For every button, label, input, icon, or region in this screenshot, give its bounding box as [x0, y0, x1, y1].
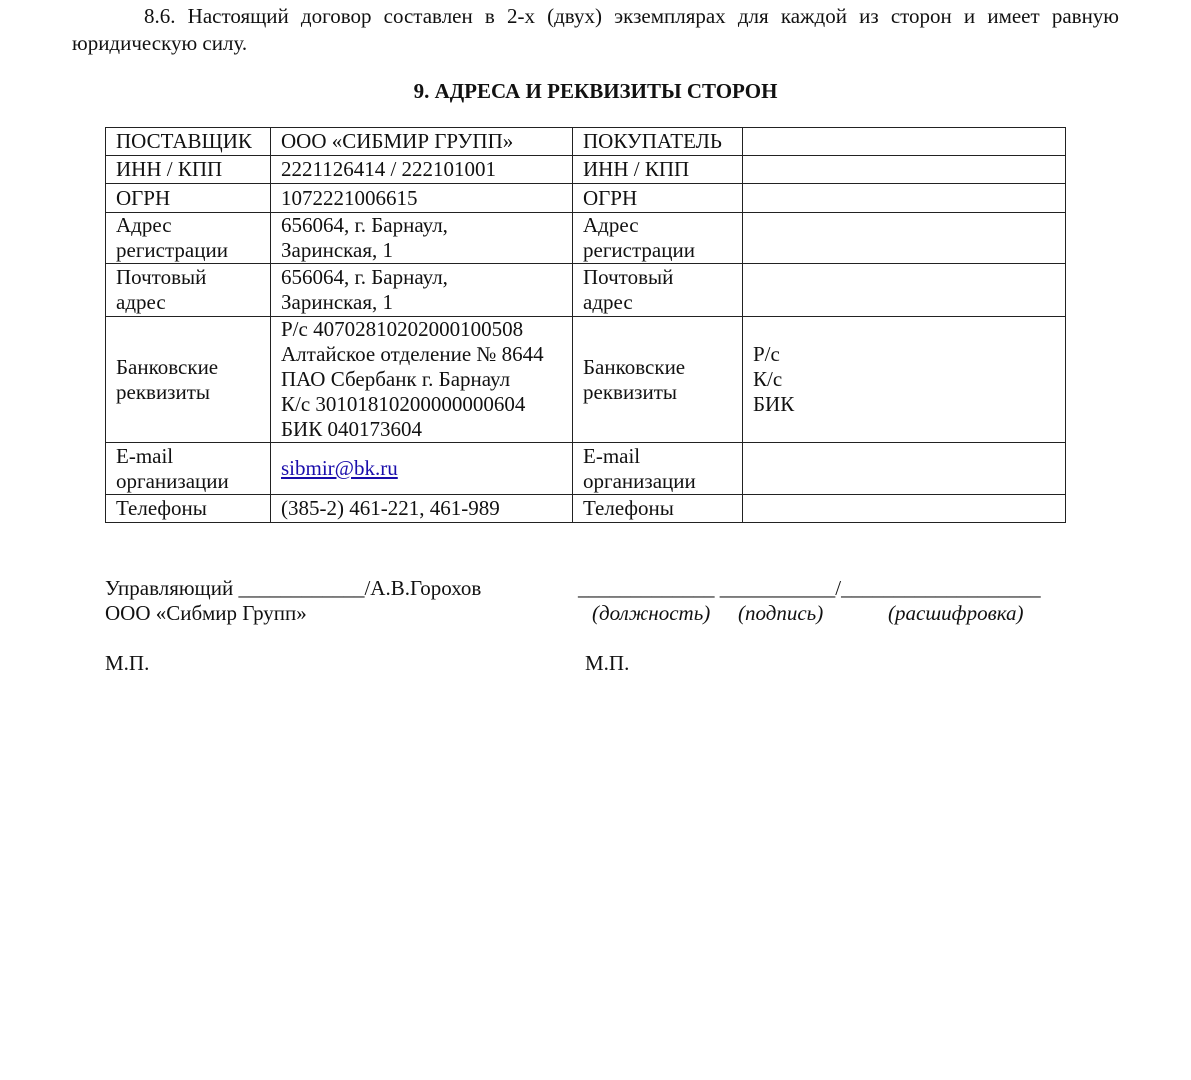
buyer-signature-caption: [738, 600, 823, 626]
party-details-table: [105, 127, 1066, 523]
supplier-value-cell: [271, 156, 573, 184]
cell-text-line: 1072221006615: [281, 185, 418, 210]
cell-text-line: ОГРН: [583, 185, 638, 210]
position-caption-text: (должность): [592, 601, 711, 625]
cell-text-line: К/с 30101810200000000604: [281, 392, 526, 416]
cell-text-line: БИК: [753, 392, 795, 416]
cell-text-line: Банковские: [116, 354, 219, 379]
supplier-value-cell: [271, 128, 573, 156]
supplier-label-cell: [106, 213, 271, 264]
cell-text-line: Алтайское отделение № 8644: [281, 342, 544, 366]
supplier-value-cell: [271, 495, 573, 523]
supplier-value-cell: [271, 317, 573, 443]
cell-text-line: ИНН / КПП: [583, 157, 690, 181]
table-row: [106, 317, 1066, 443]
buyer-value-cell: [743, 264, 1066, 317]
cell-text-line: E-mail: [116, 443, 174, 468]
supplier-label-cell: [106, 495, 271, 523]
signature-caption-text: (подпись): [738, 601, 824, 625]
party-details-body: [106, 128, 1066, 523]
buyer-label-cell: [573, 264, 743, 317]
cell-text-line: Почтовый: [116, 265, 207, 289]
decoding-caption-text: (расшифровка): [888, 601, 1024, 625]
buyer-label-cell: [573, 128, 743, 156]
buyer-label-cell: [573, 443, 743, 495]
cell-text-line: (385-2) 461-221, 461-989: [281, 496, 500, 520]
buyer-label-cell: [573, 495, 743, 523]
buyer-value-cell: [743, 213, 1066, 264]
cell-text-line: Заринская, 1: [281, 290, 394, 314]
cell-text-line: 2221126414 / 222101001: [281, 157, 497, 181]
table-row: [106, 156, 1066, 184]
cell-text-line: организации: [583, 468, 696, 493]
cell-text-line: ИНН / КПП: [116, 157, 223, 181]
cell-text-line: ПОКУПАТЕЛЬ: [583, 129, 722, 153]
buyer-signature-line: _____________ ___________/___________________: [578, 576, 1041, 600]
cell-text-line: регистрации: [116, 238, 228, 262]
email-link[interactable]: sibmir@bk.ru: [281, 456, 398, 480]
supplier-value-cell: [271, 213, 573, 264]
cell-text-line: адрес: [116, 290, 166, 314]
buyer-decoding-caption: [888, 600, 1024, 626]
supplier-label-cell: [106, 184, 271, 213]
buyer-position-caption: [592, 600, 710, 626]
supplier-label-cell: [106, 128, 271, 156]
cell-text-line: регистрации: [583, 238, 695, 262]
buyer-value-cell: [743, 156, 1066, 184]
buyer-label-cell: [573, 317, 743, 443]
cell-text-line: Заринская, 1: [281, 238, 394, 262]
buyer-value-cell: [743, 128, 1066, 156]
buyer-stamp: М.П.: [585, 651, 630, 675]
cell-text-line: ПОСТАВЩИК: [116, 129, 252, 153]
cell-text-line: ПАО Сбербанк г. Барнаул: [281, 367, 511, 391]
supplier-label-cell: [106, 443, 271, 495]
cell-text-line: E-mail: [583, 443, 641, 468]
cell-text-line: Банковские: [583, 354, 686, 379]
table-row: [106, 128, 1066, 156]
supplier-org-name: ООО «Сибмир Групп»: [105, 601, 307, 625]
buyer-value-cell: [743, 495, 1066, 523]
contract-clause-8-6: 8.6. Настоящий договор составлен в 2-х (двух) экземплярах для каждой из сторон и имеет равную юридическую силу.: [72, 4, 1119, 55]
cell-text-line: Адрес: [583, 213, 639, 237]
cell-text-line: Адрес: [116, 213, 172, 237]
cell-text-line: Почтовый: [583, 265, 674, 289]
cell-text-line: 656064, г. Барнаул,: [281, 265, 448, 289]
supplier-value-cell: [271, 443, 573, 495]
table-row: [106, 443, 1066, 495]
supplier-value-cell: [271, 264, 573, 317]
buyer-value-cell: [743, 443, 1066, 495]
cell-text-line: ООО «СИБМИР ГРУПП»: [281, 129, 514, 153]
cell-text-line: Р/с 40702810202000100508: [281, 317, 524, 341]
supplier-stamp: М.П.: [105, 651, 150, 675]
supplier-label-cell: [106, 156, 271, 184]
supplier-value-cell: [271, 184, 573, 213]
buyer-label-cell: [573, 156, 743, 184]
buyer-value-cell: [743, 184, 1066, 213]
cell-text-line: адрес: [583, 290, 633, 314]
table-row: [106, 495, 1066, 523]
cell-text-line: Телефоны: [583, 496, 674, 520]
buyer-label-cell: [573, 184, 743, 213]
cell-text-line: организации: [116, 468, 229, 493]
section-title: 9. АДРЕСА И РЕКВИЗИТЫ СТОРОН: [413, 79, 778, 103]
supplier-label-cell: [106, 264, 271, 317]
cell-text-line: реквизиты: [116, 379, 210, 404]
cell-text-line: Телефоны: [116, 496, 207, 520]
buyer-value-cell: [743, 317, 1066, 443]
cell-text-line: реквизиты: [583, 379, 677, 404]
table-row: [106, 184, 1066, 213]
cell-text-line: БИК 040173604: [281, 417, 422, 441]
supplier-signature-line: Управляющий ____________/А.В.Горохов: [105, 576, 482, 600]
cell-text-line: ОГРН: [116, 185, 171, 210]
buyer-label-cell: [573, 213, 743, 264]
supplier-label-cell: [106, 317, 271, 443]
cell-text-line: Р/с: [753, 342, 780, 366]
cell-text-line: 656064, г. Барнаул,: [281, 213, 448, 237]
table-row: [106, 264, 1066, 317]
table-row: [106, 213, 1066, 264]
cell-text-line: К/с: [753, 367, 783, 391]
